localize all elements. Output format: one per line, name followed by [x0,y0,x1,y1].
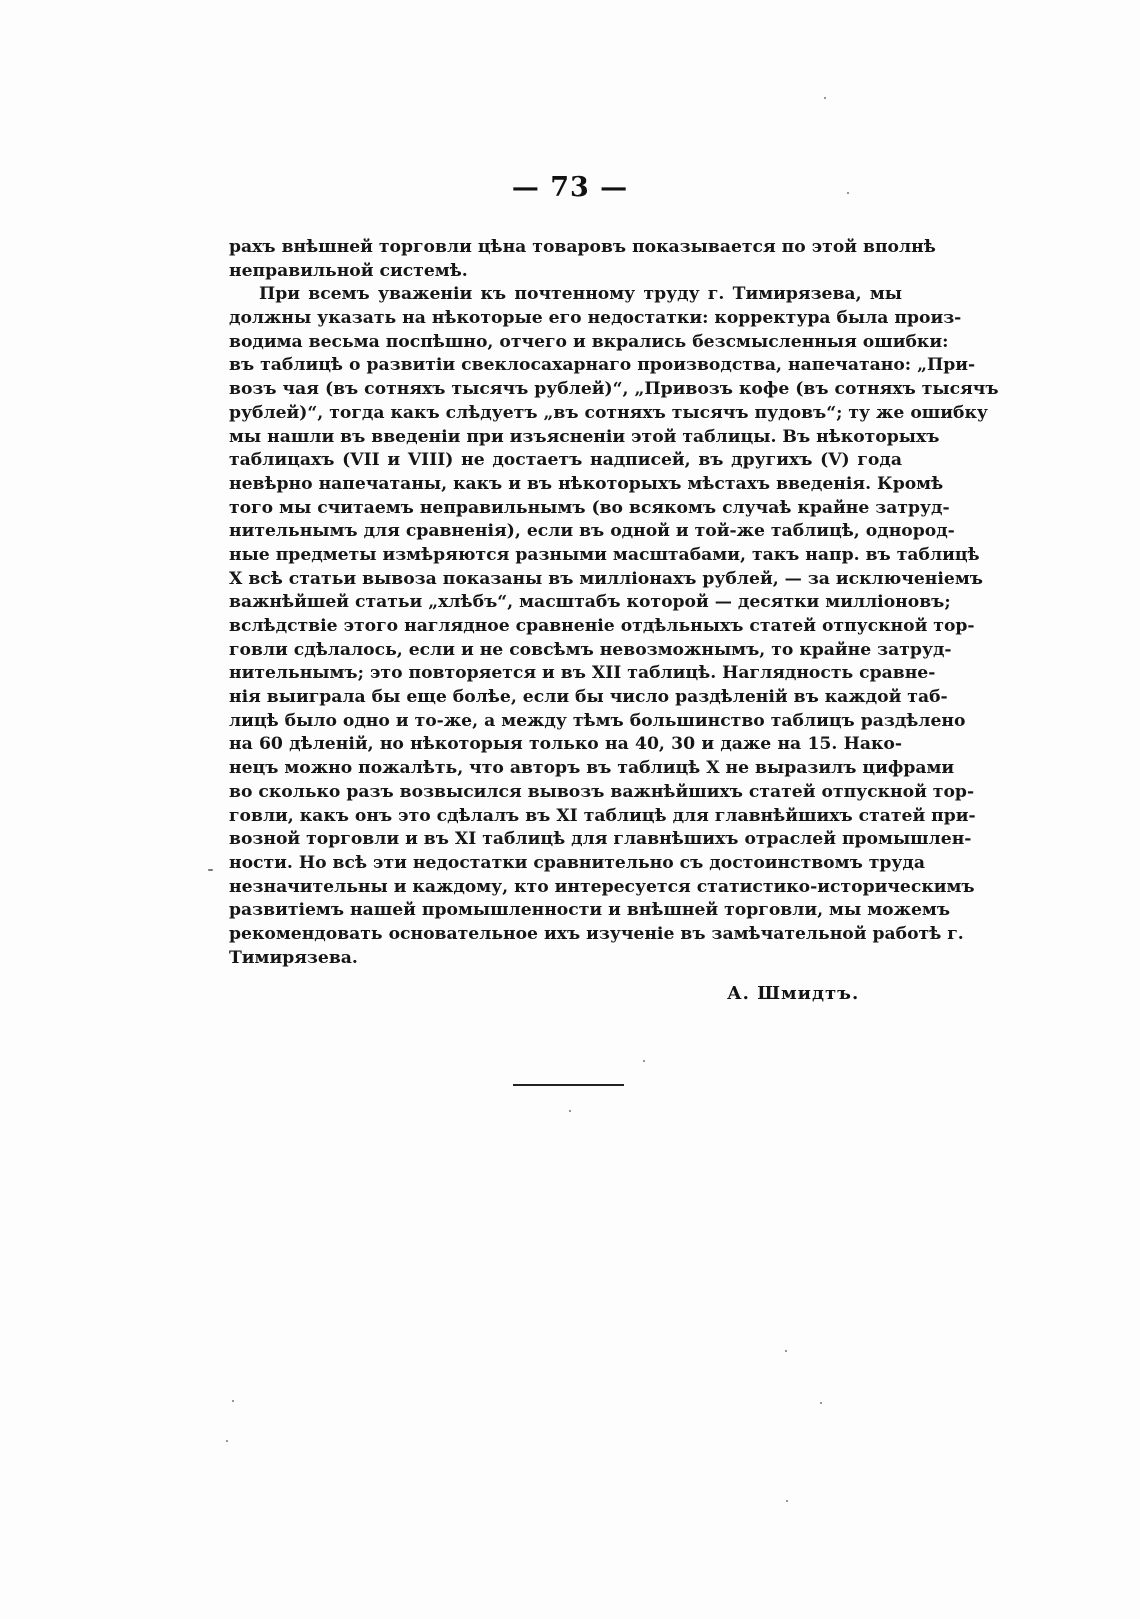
body-text [229,236,999,970]
section-divider [513,1084,624,1086]
text-line: важнѣйшей статьи „хлѣбъ“, масштабъ которой — десятки милліоновъ; [229,592,951,613]
text-line: невѣрно напечатаны, какъ и въ нѣкоторыхъ мѣстахъ введенія. Кромѣ [229,473,944,494]
text-line: ные предметы измѣряются разными масштабами, такъ напр. въ таблицѣ [229,544,980,565]
text-line: вслѣдствіе этого наглядное сравненіе отдѣльныхъ статей отпускной тор- [229,616,975,636]
page-number: — 73 — [511,172,629,203]
text-line: При всемъ уваженіи къ почтенному труду г. Тимирязева, мы [259,284,902,305]
text-line: на 60 дѣленій, но нѣкоторыя только на 40, 30 и даже на 15. Нако- [229,734,902,755]
text-line: Тимирязева. [229,947,358,968]
scan-speck [785,1350,787,1352]
text-line: рахъ внѣшней торговли цѣна товаровъ показывается по этой вполнѣ [229,237,936,257]
text-line: неправильной системѣ. [229,260,468,281]
text-line: нительнымъ; это повторяется и въ XII таблицѣ. Наглядность сравне- [229,663,936,684]
text-line: развитіемъ нашей промышленности и внѣшней торговли, мы можемъ [229,900,951,921]
scan-speck [208,869,213,871]
scan-speck [847,192,849,194]
text-line: должны указать на нѣкоторые его недостатки: корректура была произ- [229,308,962,329]
scan-speck [824,97,826,99]
text-line: лицѣ было одно и то-же, а между тѣмъ большинство таблицъ раздѣлено [229,710,966,731]
scan-speck [226,1440,228,1442]
text-line: нецъ можно пожалѣть, что авторъ въ таблицѣ X не выразилъ цифрами [229,758,955,779]
scan-speck [232,1400,234,1402]
text-line: водима весьма поспѣшно, отчего и вкрались безсмысленныя ошибки: [229,331,949,352]
text-line: возной торговли и въ XI таблицѣ для главнѣшихъ отраслей промышлен- [229,829,972,850]
text-line: таблицахъ (VII и VIII) не достаетъ надписей, въ другихъ (V) года [229,450,902,471]
text-line: говли сдѣлалось, если и не совсѣмъ невозможнымъ, то крайне затруд- [229,639,952,660]
text-line: во сколько разъ возвысился вывозъ важнѣйшихъ статей отпускной тор- [229,781,975,802]
text-line: X всѣ статьи вывоза показаны въ милліонахъ рублей, — за исключеніемъ [229,568,983,589]
scan-speck [786,1500,788,1502]
author-signature: А. Шмидтъ. [727,983,860,1004]
text-line: въ таблицѣ о развитіи свеклосахарнаго производства, напечатано: „При- [229,355,976,376]
text-line: нія выиграла бы еще болѣе, если бы число раздѣленій въ каждой таб- [229,687,948,708]
text-line: рекомендовать основательное ихъ изученіе въ замѣчательной работѣ г. [229,923,964,944]
scan-speck [820,1402,822,1404]
text-line: мы нашли въ введеніи при изъясненіи этой таблицы. Въ нѣкоторыхъ [229,426,940,447]
text-line: ности. Но всѣ эти недостатки сравнительно съ достоинствомъ труда [229,852,925,873]
text-line: рублей)“, тогда какъ слѣдуетъ „въ сотняхъ тысячъ пудовъ“; ту же ошибку [229,402,988,423]
text-line: возъ чая (въ сотняхъ тысячъ рублей)“, „Привозъ кофе (въ сотняхъ тысячъ [229,379,999,400]
text-line: незначительны и каждому, кто интересуется статистико-историческимъ [229,876,975,897]
scan-speck [569,1110,571,1112]
text-line: говли, какъ онъ это сдѣлалъ въ XI таблицѣ для главнѣйшихъ статей при- [229,805,976,826]
text-line: нительнымъ для сравненія), если въ одной и той-же таблицѣ, однород- [229,521,955,542]
scan-speck [643,1060,645,1062]
text-line: того мы считаемъ неправильнымъ (во всякомъ случаѣ крайне затруд- [229,497,950,518]
